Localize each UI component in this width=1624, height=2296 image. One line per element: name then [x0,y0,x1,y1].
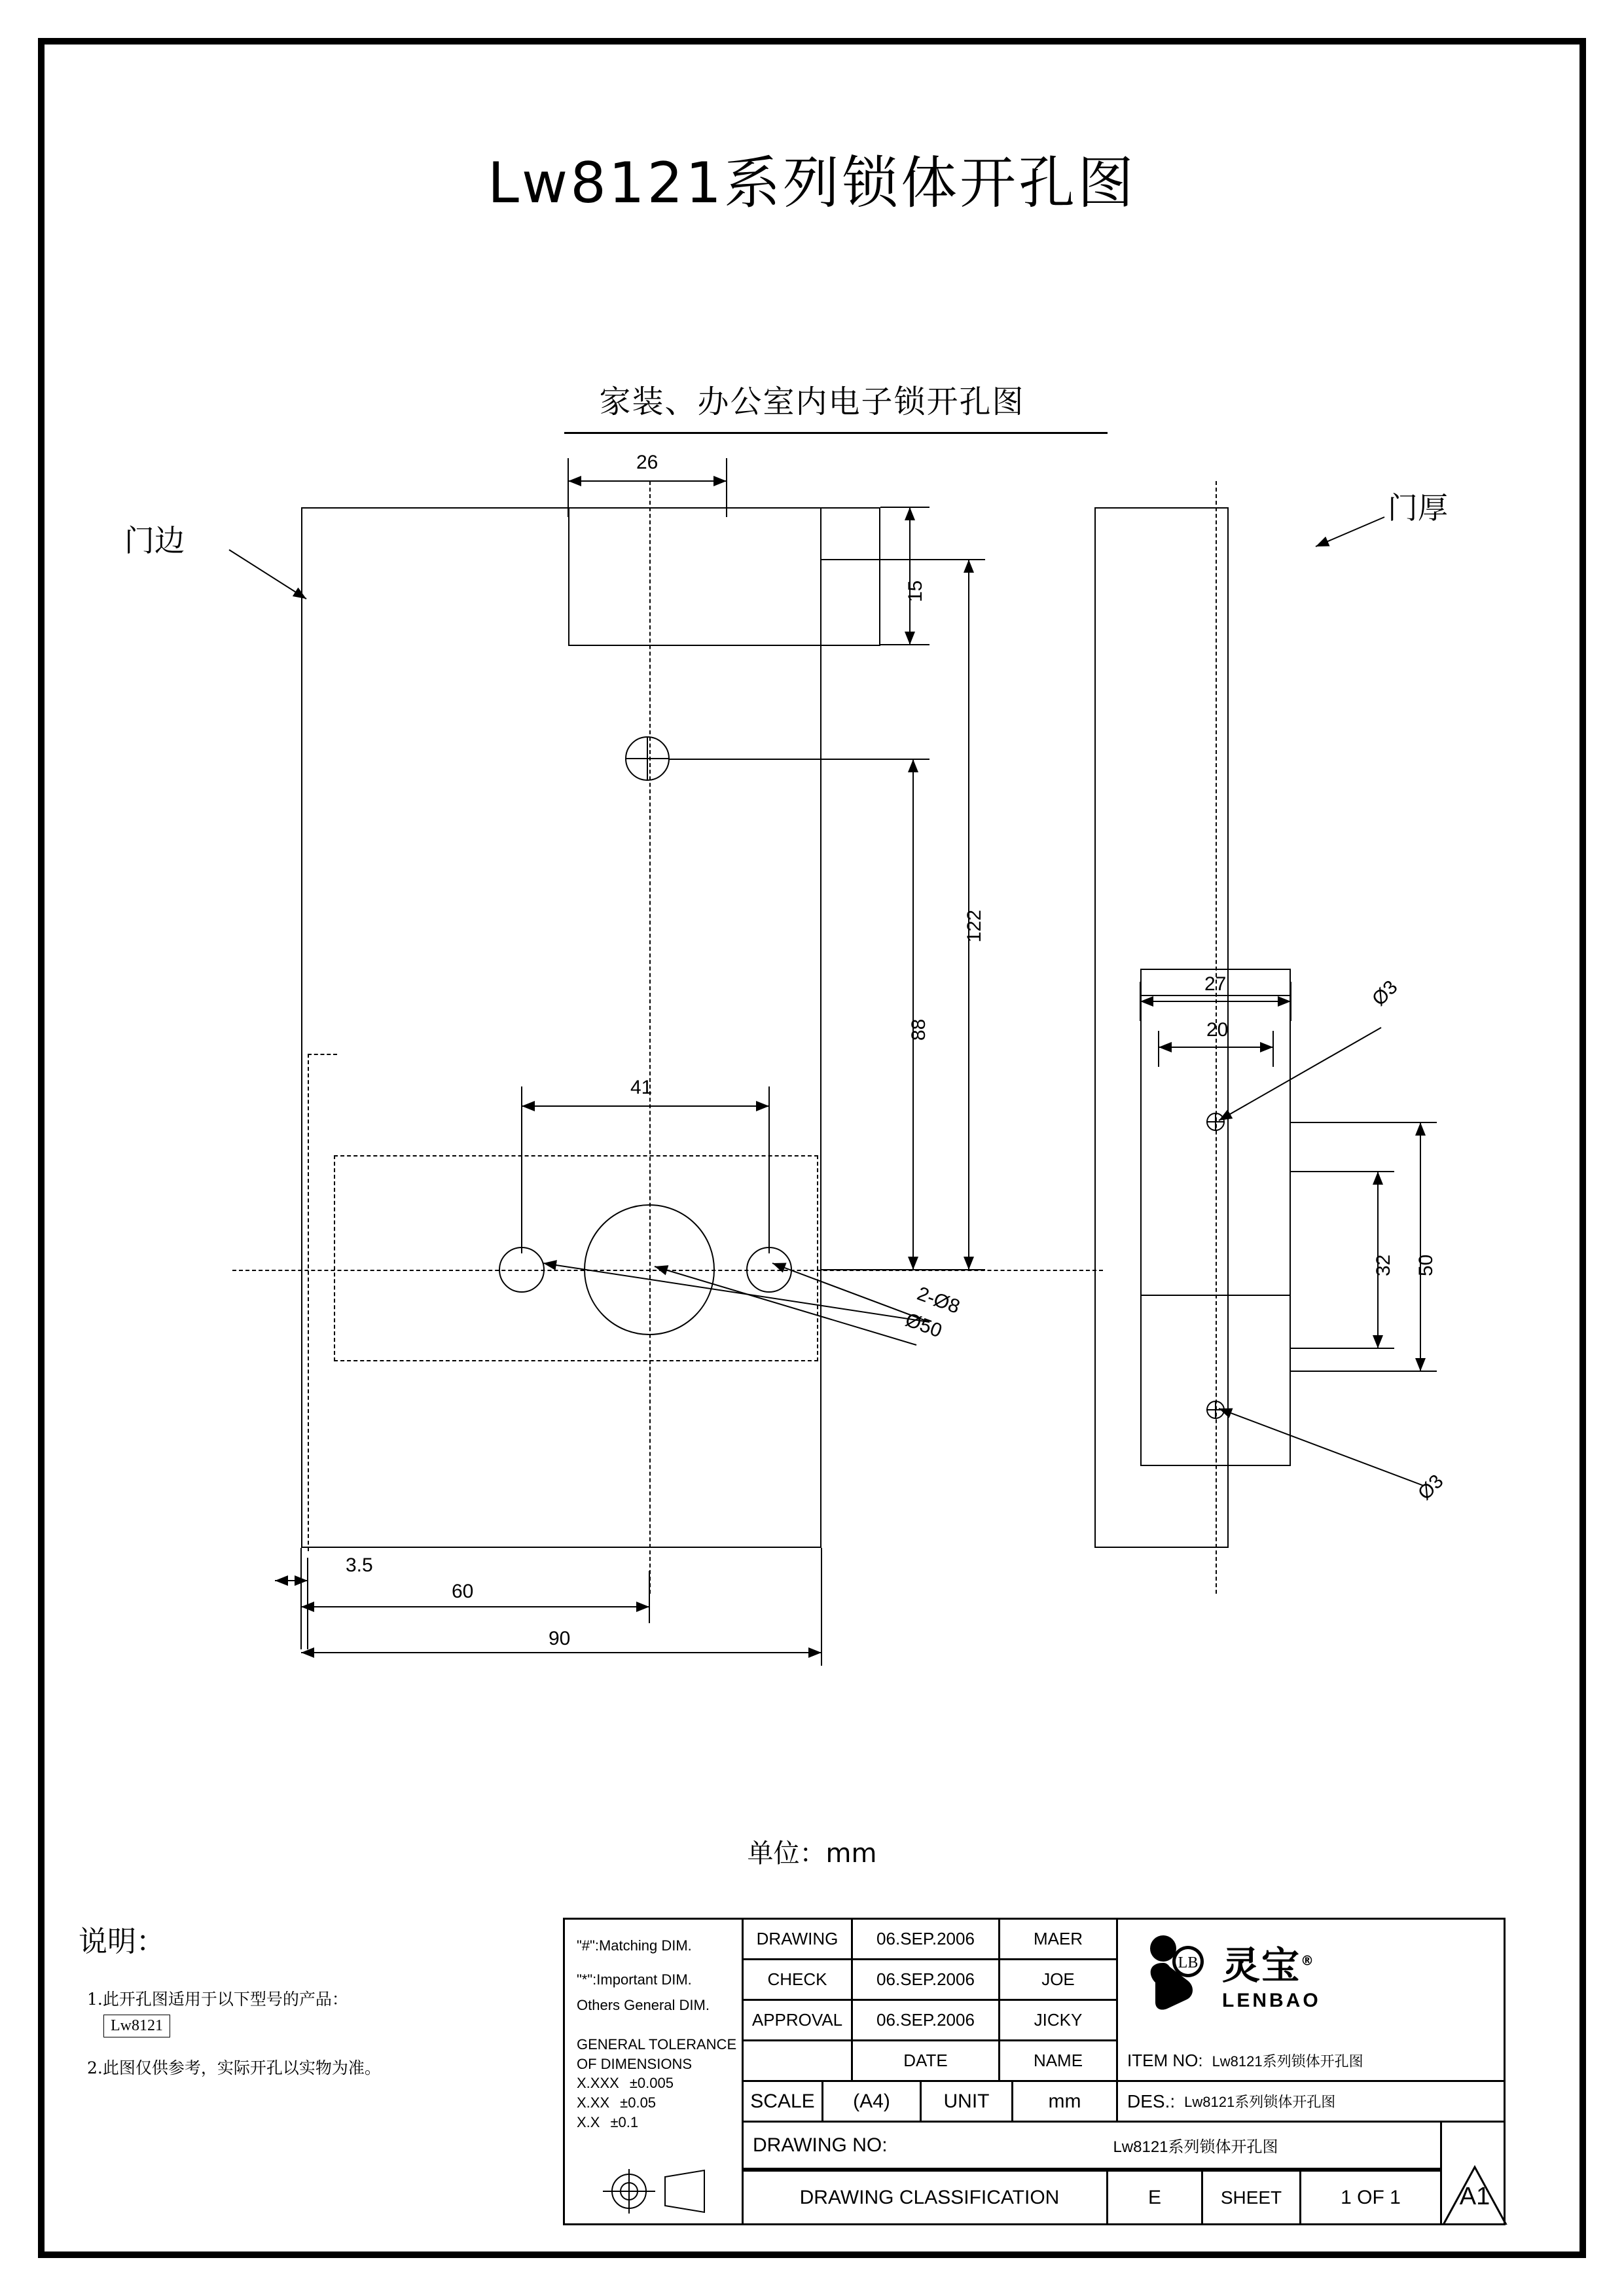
page-title: Lw8121系列锁体开孔图 [487,151,1137,216]
note-item-2: 2.此图仅供参考，实际开孔以实物为准。 [87,2058,381,2077]
tb-item-no [1118,2041,1504,2082]
tb-size-code: A1 [1459,2182,1490,2210]
tb-row-label-approval: APPROVAL [742,2001,853,2041]
tolerance-value-3: ±0.1 [610,2113,639,2130]
tb-sheet-label: SHEET [1203,2170,1301,2223]
dim-27: 27 [1204,973,1227,995]
tb-row-name-check: JOE [1000,1960,1118,2001]
size-code-triangle [1435,2162,1507,2225]
tb-scale-value: (A4) [823,2082,922,2123]
svg-text:LB: LB [1178,1954,1199,1971]
tb-blank-cell [742,2041,853,2082]
title-block [563,1918,1506,2225]
first-angle-projection-icon [583,2165,734,2217]
dim-32: 32 [1373,1254,1394,1276]
tolerance-general-1: GENERAL TOLERANCE [577,2036,737,2053]
brand-logo [1141,1934,1321,2013]
tb-row-name-approval: JICKY [1000,2001,1118,2041]
dim-41: 41 [630,1077,653,1098]
tb-header-date: DATE [853,2041,1000,2082]
dim-20: 20 [1206,1019,1229,1041]
front-vertical-centerline [649,481,651,1594]
tb-sheet-value: 1 OF 1 [1301,2170,1442,2223]
tb-header-name: NAME [1000,2041,1118,2082]
subtitle-underline [564,432,1108,434]
dim-122: 122 [964,909,985,942]
callout-side-d3-bottom: Ø3 [1414,1470,1448,1505]
note-item-1: 1.此开孔图适用于以下型号的产品： [87,1990,348,2009]
tolerance-value-2: ±0.05 [620,2094,657,2111]
callout-2-d8: 2-Ø8 [914,1283,963,1318]
tb-row-date-check: 06.SEP.2006 [853,1960,1000,2001]
tb-des-value: Lw8121系列锁体开孔图 [1184,2094,1336,2110]
tolerance-key-2: X.XX [577,2094,610,2111]
tb-scale-label: SCALE [742,2082,823,2123]
dim-26: 26 [636,452,659,473]
label-door-thickness: 门厚 [1388,490,1448,526]
tb-des-label: DES.: [1127,2090,1176,2111]
brand-name [1222,1935,1321,1990]
tolerance-others: Others General DIM. [577,1997,710,2014]
dim-15: 15 [905,580,926,602]
label-door-edge: 门边 [124,523,185,558]
tb-drawing-no-value: Lw8121系列锁体开孔图 [951,2123,1442,2170]
tolerance-key-1: X.XXX [577,2075,619,2092]
registered-mark: ® [1301,1952,1316,1969]
brand-romanized: LENBAO [1222,1990,1321,2011]
tb-classification-value: E [1108,2170,1203,2223]
dim-88: 88 [908,1018,929,1041]
tb-row-name-drawing: MAER [1000,1920,1118,1960]
brand-name-text: 灵宝 [1222,1943,1301,1988]
tolerance-key-3: X.X [577,2113,600,2130]
side-screw-hole-bottom [1206,1401,1225,1419]
tb-des [1118,2082,1504,2123]
tb-unit-value: mm [1013,2082,1118,2123]
note-model-box: Lw8121 [103,2015,170,2037]
tolerance-value-1: ±0.005 [629,2075,674,2092]
notes-heading: 说明： [79,1925,165,1958]
callout-side-d3-top: Ø3 [1368,976,1402,1011]
tb-row-label-drawing: DRAWING [742,1920,853,1960]
tolerance-matching: "#":Matching DIM. [577,1937,692,1954]
drawing-subtitle: 家装、办公室内电子锁开孔图 [599,384,1025,420]
front-view-outline [301,507,821,1548]
tolerance-general-2: OF DIMENSIONS [577,2055,693,2072]
lockbody-hidden-outline [334,1155,818,1361]
front-edge-hidden-line-top [308,1054,337,1055]
tb-row-label-check: CHECK [742,1960,853,2001]
tb-item-no-value: Lw8121系列锁体开孔图 [1212,2053,1363,2070]
callout-d50: Ø50 [902,1309,945,1342]
tb-row-date-approval: 06.SEP.2006 [853,2001,1000,2041]
tolerance-block [577,1936,736,2132]
front-edge-hidden-line [308,1054,309,1551]
top-cutout-rect [568,507,880,646]
lenbao-mark-icon [1141,1934,1213,2013]
side-screw-hole-top [1206,1113,1225,1131]
dim-50: 50 [1415,1254,1437,1276]
tb-row-date-drawing: 06.SEP.2006 [853,1920,1000,1960]
tb-unit-label: UNIT [922,2082,1013,2123]
tb-drawing-no-label: DRAWING NO: [742,2123,951,2170]
unit-note: 单位：mm [747,1839,877,1869]
front-horizontal-centerline [232,1270,1103,1271]
dim-90: 90 [549,1628,571,1649]
cylinder-hole-circle [625,736,670,781]
tb-classification-label: DRAWING CLASSIFICATION [742,2170,1108,2223]
dim-60: 60 [452,1581,474,1602]
tolerance-important: "*":Important DIM. [577,1971,692,1988]
dim-3-5: 3.5 [346,1554,373,1576]
tb-item-no-label: ITEM NO: [1127,2051,1203,2070]
